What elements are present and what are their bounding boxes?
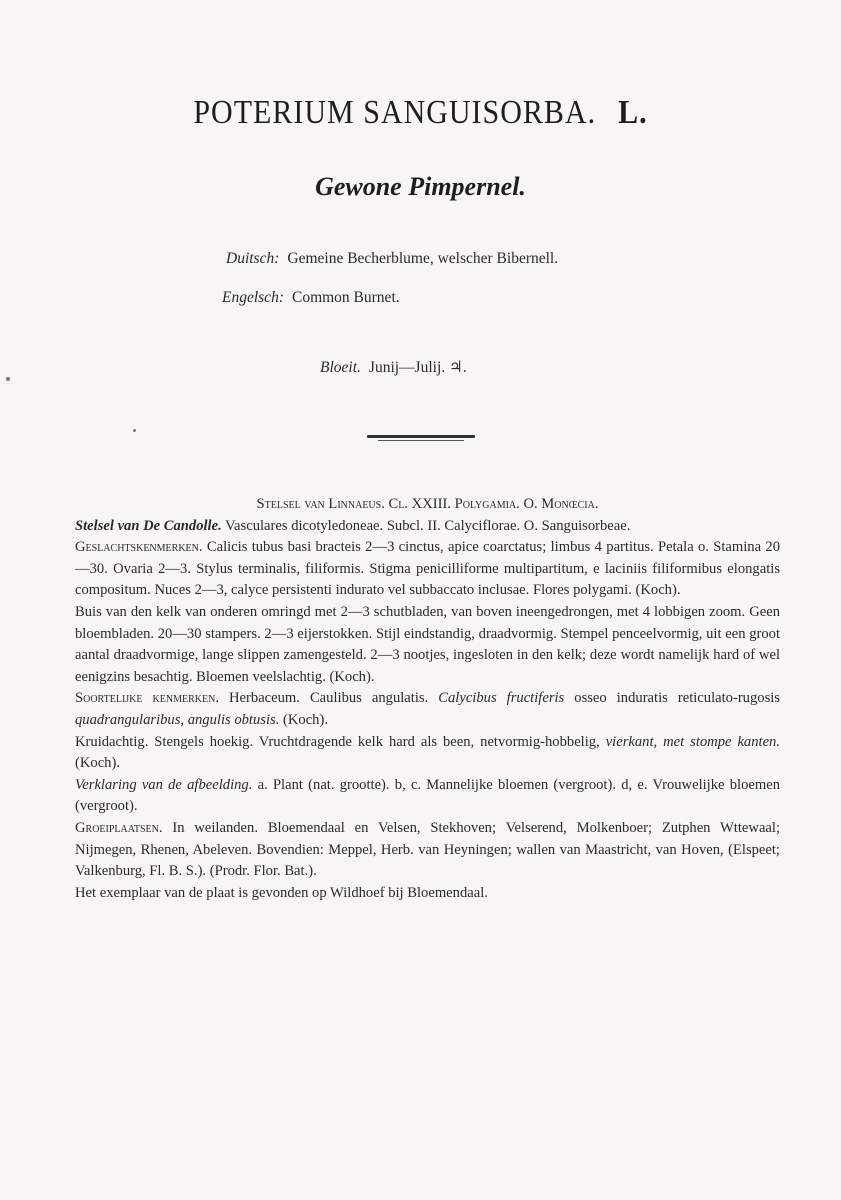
geslacht-text: Calicis tubus basi bracteis 2—3 cinctus, apice coarctatus; limbus 4 partitus. Petala o. Stamina 20—30. Ovaria 2—3. Stylus terminalis, filiformis. Stigma penicilliforme multipartitum, e laciniis filiformibus elongatis compositum. Nuces 2—3, calyce persistenti indurato vel subbaccato inclusae. Flores polygami. (Koch). xyxy=(75,539,780,599)
stelsel-candolle-text: Vasculares dicotyledoneae. Subcl. II. Calyciflorae. O. Sanguisorbeae. xyxy=(225,517,631,534)
title-species: POTERIUM SANGUISORBA. xyxy=(193,93,597,131)
soort-text-italic: Calycibus fructiferis xyxy=(438,690,565,707)
soort-text-b: osseo induratis reticulato-rugosis xyxy=(574,690,780,707)
stelsel-linnaeus: Stelsel van Linnaeus. Cl. XXIII. Polygamia. O. Monœcia. xyxy=(256,496,599,512)
kruid-text-italic: vierkant, met stompe kanten. xyxy=(605,733,781,750)
buis-paragraph: Buis van den kelk van onderen omringd met 2—3 schutbladen, van boven ineengedrongen, met 4 lobbigen zoom. Geen bloembladen. 20—30 stampers. 2—3 eijerstokken. Stijl eindstandig, draadvormig. Stempel penceelvormig, uit een groot aantal draadvormige, lange slippen zamengesteld. 2—3 nootjes, ingesloten in den kelk; deze wordt namelijk hard of wel eenigzins besachtig. Bloemen veelslachtig. (Koch). xyxy=(75,603,780,685)
geslacht-paragraph xyxy=(75,537,780,602)
kruid-text-b: (Koch). xyxy=(75,755,120,772)
soort-text-a: Herbaceum. Caulibus angulatis. xyxy=(229,690,429,707)
soort-label: Soortelijke kenmerken. xyxy=(75,690,219,707)
stelsel-candolle xyxy=(75,516,780,538)
engelsch-label: Engelsch: xyxy=(222,289,284,306)
paper-speck xyxy=(6,377,10,381)
title-author: L. xyxy=(618,93,648,131)
groei-text: In weilanden. Bloemendaal en Velsen, Stekhoven; Velserend, Molkenboer; Zutphen Wttewaal; Nijmegen, Rhenen, Abeleven. Bovendien: Meppel, Herb. van Heyningen; wallen van Maastricht, van Hoven, (Elspeet; Valkenburg, Fl. B. S.). (Prodr. Flor. Bat.). xyxy=(75,819,781,880)
engelsch-line xyxy=(222,289,400,307)
ornamental-divider-underline xyxy=(378,440,464,441)
groei-paragraph xyxy=(75,818,780,883)
bloei-label: Bloeit. xyxy=(320,359,361,376)
kruid-text-a: Kruidachtig. Stengels hoekig. Vruchtdragende kelk hard als been, netvormig-hobbelig, xyxy=(75,733,600,750)
kruid-paragraph xyxy=(75,732,780,775)
geslacht-label: Geslachtskenmerken. xyxy=(75,539,203,556)
paper-speck xyxy=(133,429,136,432)
soort-text-italic2: quadrangularibus, angulis obtusis. xyxy=(75,711,280,728)
engelsch-value: Common Burnet. xyxy=(291,289,400,306)
verklaring-paragraph xyxy=(75,775,780,818)
groei-label: Groeiplaatsen. xyxy=(75,819,163,836)
exemplaar-paragraph: Het exemplaar van de plaat is gevonden op Wildhoef bij Bloemendaal. xyxy=(75,884,488,901)
stelsel-candolle-label: Stelsel van De Candolle. xyxy=(75,517,222,534)
soort-text-c: (Koch). xyxy=(283,711,328,728)
description-body xyxy=(75,494,780,904)
verklaring-label: Verklaring van de afbeelding. xyxy=(75,776,253,793)
page-title xyxy=(0,94,841,132)
duitsch-line xyxy=(226,250,558,268)
duitsch-value: Gemeine Becherblume, welscher Bibernell. xyxy=(287,250,559,267)
page-subtitle: Gewone Pimpernel. xyxy=(315,172,526,201)
duitsch-label: Duitsch: xyxy=(226,250,280,267)
verklaring-text: a. Plant (nat. grootte). b, c. Mannelijke bloemen (vergroot). d, e. Vrouwelijke bloemen (vergroot). xyxy=(75,776,780,815)
ornamental-divider xyxy=(367,435,475,438)
bloei-line xyxy=(320,358,467,377)
bloei-value: Junij—Julij. ♃. xyxy=(368,359,467,376)
soort-paragraph xyxy=(75,688,780,731)
